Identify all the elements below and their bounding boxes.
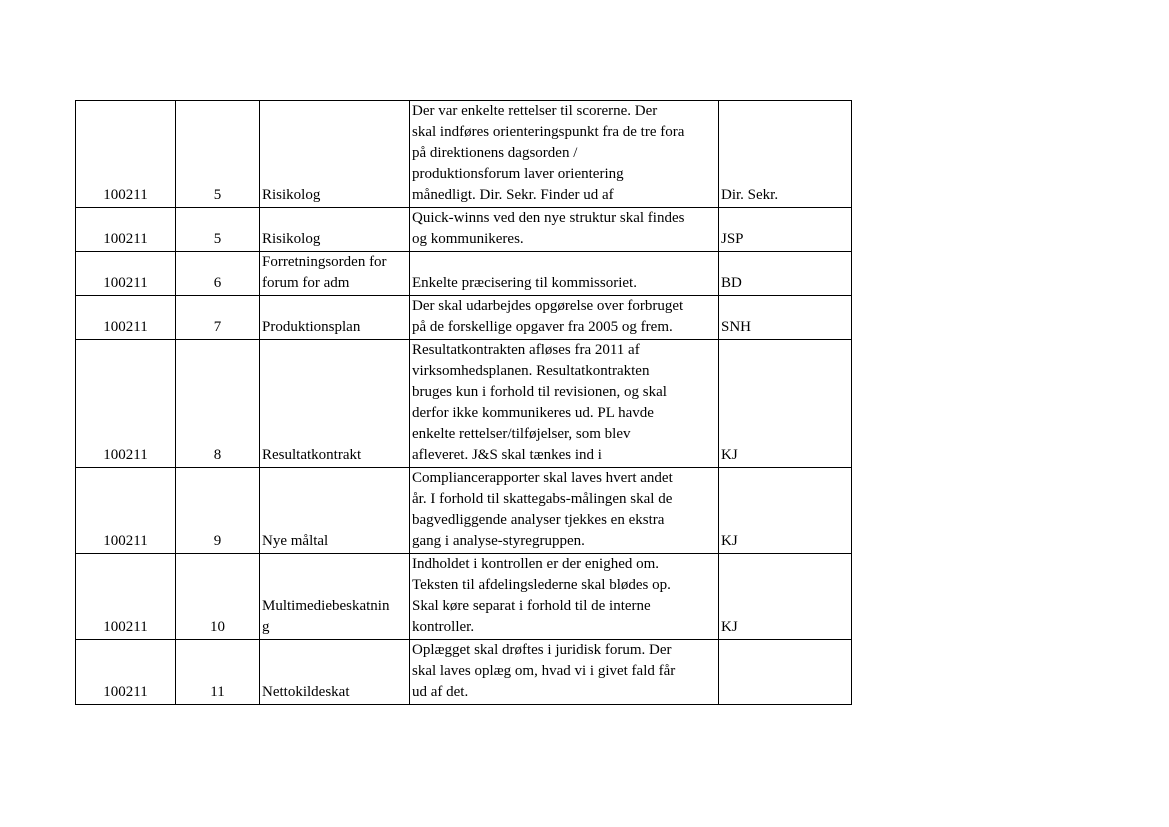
owner-cell (719, 640, 852, 705)
topic-line: Nettokildeskat (262, 684, 350, 700)
description-line: Der var enkelte rettelser til scorerne. Der (412, 103, 658, 119)
description-line: ud af det. (412, 684, 469, 700)
date-cell: 100211 (76, 468, 176, 554)
date-cell: 100211 (76, 554, 176, 640)
table-row (76, 101, 852, 208)
description-line: Indholdet i kontrollen er der enighed om. (412, 556, 660, 572)
topic-line: Forretningsorden for (262, 254, 387, 270)
minutes-table-body (76, 101, 852, 705)
topic-cell (260, 208, 410, 252)
date-cell: 100211 (76, 296, 176, 340)
description-cell (410, 296, 719, 340)
description-line: enkelte rettelser/tilføjelser, som blev (412, 426, 631, 442)
description-line: bruges kun i forhold til revisionen, og skal (412, 384, 667, 400)
item-number-cell: 8 (176, 340, 260, 468)
topic-line: Multimediebeskatnin (262, 598, 390, 614)
table-row (76, 554, 852, 640)
table-row (76, 208, 852, 252)
date-cell: 100211 (76, 252, 176, 296)
topic-cell (260, 554, 410, 640)
description-line: på de forskellige opgaver fra 2005 og frem. (412, 319, 673, 335)
description-line: på direktionens dagsorden / (412, 145, 578, 161)
description-line: produktionsforum laver orientering (412, 166, 624, 182)
table-row (76, 640, 852, 705)
description-cell (410, 640, 719, 705)
description-line: Oplægget skal drøftes i juridisk forum. Der (412, 642, 672, 658)
topic-line: Resultatkontrakt (262, 447, 362, 463)
description-cell (410, 101, 719, 208)
description-line: Resultatkontrakten afløses fra 2011 af (412, 342, 640, 358)
item-number-cell: 5 (176, 208, 260, 252)
date-cell: 100211 (76, 101, 176, 208)
owner-cell: Dir. Sekr. (719, 101, 852, 208)
description-cell (410, 468, 719, 554)
minutes-table (75, 100, 852, 705)
date-cell: 100211 (76, 340, 176, 468)
description-line: skal laves oplæg om, hvad vi i givet fald får (412, 663, 676, 679)
topic-cell (260, 640, 410, 705)
table-row (76, 252, 852, 296)
topic-line: forum for adm (262, 275, 350, 291)
topic-cell (260, 101, 410, 208)
table-row (76, 340, 852, 468)
topic-line: Risikolog (262, 187, 321, 203)
owner-cell: SNH (719, 296, 852, 340)
owner-cell: BD (719, 252, 852, 296)
topic-line: g (262, 619, 270, 635)
description-line: Teksten til afdelingslederne skal blødes op. (412, 577, 671, 593)
topic-line: Produktionsplan (262, 319, 361, 335)
topic-cell (260, 296, 410, 340)
date-cell: 100211 (76, 640, 176, 705)
owner-cell: KJ (719, 554, 852, 640)
topic-cell (260, 340, 410, 468)
description-line: Enkelte præcisering til kommissoriet. (412, 275, 637, 291)
description-line: virksomhedsplanen. Resultatkontrakten (412, 363, 650, 379)
owner-cell: KJ (719, 468, 852, 554)
owner-cell: KJ (719, 340, 852, 468)
table-row (76, 296, 852, 340)
description-line: kontroller. (412, 619, 475, 635)
description-line: skal indføres orienteringspunkt fra de tre fora (412, 124, 685, 140)
table-row (76, 468, 852, 554)
description-cell (410, 252, 719, 296)
item-number-cell: 9 (176, 468, 260, 554)
topic-cell (260, 252, 410, 296)
item-number-cell: 7 (176, 296, 260, 340)
description-line: afleveret. J&S skal tænkes ind i (412, 447, 602, 463)
date-cell: 100211 (76, 208, 176, 252)
topic-cell (260, 468, 410, 554)
topic-line: Nye måltal (262, 533, 329, 549)
description-line: Compliancerapporter skal laves hvert andet (412, 470, 673, 486)
description-line: år. I forhold til skattegabs-målingen skal de (412, 491, 673, 507)
item-number-cell: 11 (176, 640, 260, 705)
item-number-cell: 6 (176, 252, 260, 296)
description-cell (410, 340, 719, 468)
description-line: derfor ikke kommunikeres ud. PL havde (412, 405, 654, 421)
description-line: Skal køre separat i forhold til de interne (412, 598, 651, 614)
topic-line: Risikolog (262, 231, 321, 247)
description-line: Der skal udarbejdes opgørelse over forbruget (412, 298, 684, 314)
description-cell (410, 554, 719, 640)
description-line: månedligt. Dir. Sekr. Finder ud af (412, 187, 614, 203)
item-number-cell: 5 (176, 101, 260, 208)
description-line: og kommunikeres. (412, 231, 524, 247)
description-line: bagvedliggende analyser tjekkes en ekstra (412, 512, 665, 528)
description-cell (410, 208, 719, 252)
item-number-cell: 10 (176, 554, 260, 640)
description-line: gang i analyse-styregruppen. (412, 533, 585, 549)
owner-cell: JSP (719, 208, 852, 252)
description-line: Quick-winns ved den nye struktur skal findes (412, 210, 685, 226)
